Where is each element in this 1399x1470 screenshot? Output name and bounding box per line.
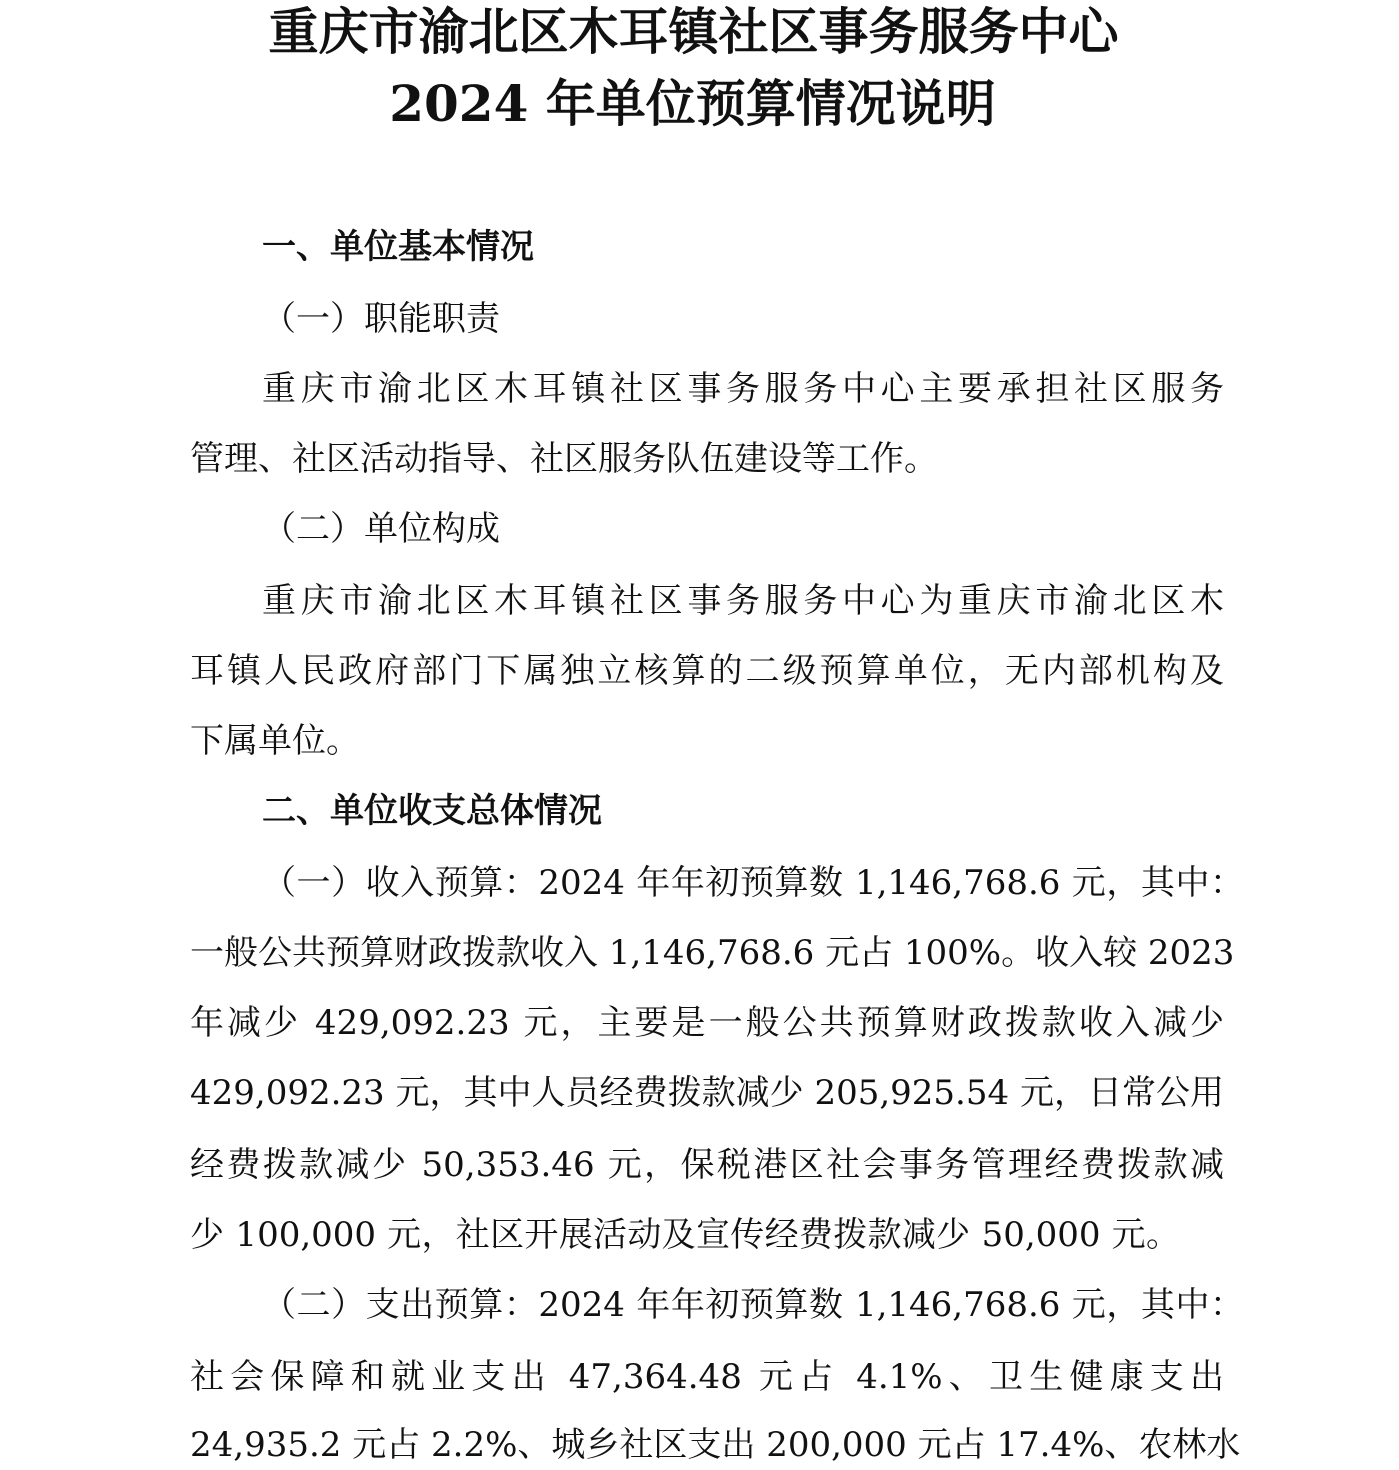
paragraph-line: （一）收入预算：2024 年年初预算数 1,146,768.6 元，其中： bbox=[262, 863, 1244, 903]
paragraph-line: 年减少 429,092.23 元，主要是一般公共预算财政拨款收入减少 bbox=[190, 1003, 1224, 1043]
paragraph-line: 重庆市渝北区木耳镇社区事务服务中心为重庆市渝北区木 bbox=[262, 581, 1224, 621]
subheading-composition: （二）单位构成 bbox=[262, 509, 500, 549]
paragraph-line: 429,092.23 元，其中人员经费拨款减少 205,925.54 元，日常公用 bbox=[190, 1073, 1224, 1113]
paragraph-line: 经费拨款减少 50,353.46 元，保税港区社会事务管理经费拨款减 bbox=[190, 1145, 1224, 1185]
paragraph-line: 下属单位。 bbox=[190, 721, 360, 761]
document-title-line-1: 重庆市渝北区木耳镇社区事务服务中心 bbox=[268, 2, 1119, 61]
paragraph-line: 一般公共预算财政拨款收入 1,146,768.6 元占 100%。收入较 2023 bbox=[190, 933, 1235, 973]
paragraph-line: 社会保障和就业支出 47,364.48 元占 4.1%、卫生健康支出 bbox=[190, 1357, 1224, 1397]
document-title-line-2: 2024 年单位预算情况说明 bbox=[389, 74, 996, 133]
paragraph-line: 少 100,000 元，社区开展活动及宣传经费拨款减少 50,000 元。 bbox=[190, 1215, 1180, 1255]
subheading-functions: （一）职能职责 bbox=[262, 299, 500, 339]
paragraph-line: （二）支出预算：2024 年年初预算数 1,146,768.6 元，其中： bbox=[262, 1285, 1244, 1325]
paragraph-line: 管理、社区活动指导、社区服务队伍建设等工作。 bbox=[190, 439, 938, 479]
section-heading-basic-info: 一、单位基本情况 bbox=[262, 227, 534, 267]
paragraph-line: 24,935.2 元占 2.2%、城乡社区支出 200,000 元占 17.4%、农林水 bbox=[190, 1425, 1241, 1465]
paragraph-line: 重庆市渝北区木耳镇社区事务服务中心主要承担社区服务 bbox=[262, 369, 1224, 409]
paragraph-line: 耳镇人民政府部门下属独立核算的二级预算单位，无内部机构及 bbox=[190, 651, 1224, 691]
section-heading-revenue-expenditure: 二、单位收支总体情况 bbox=[262, 791, 602, 831]
